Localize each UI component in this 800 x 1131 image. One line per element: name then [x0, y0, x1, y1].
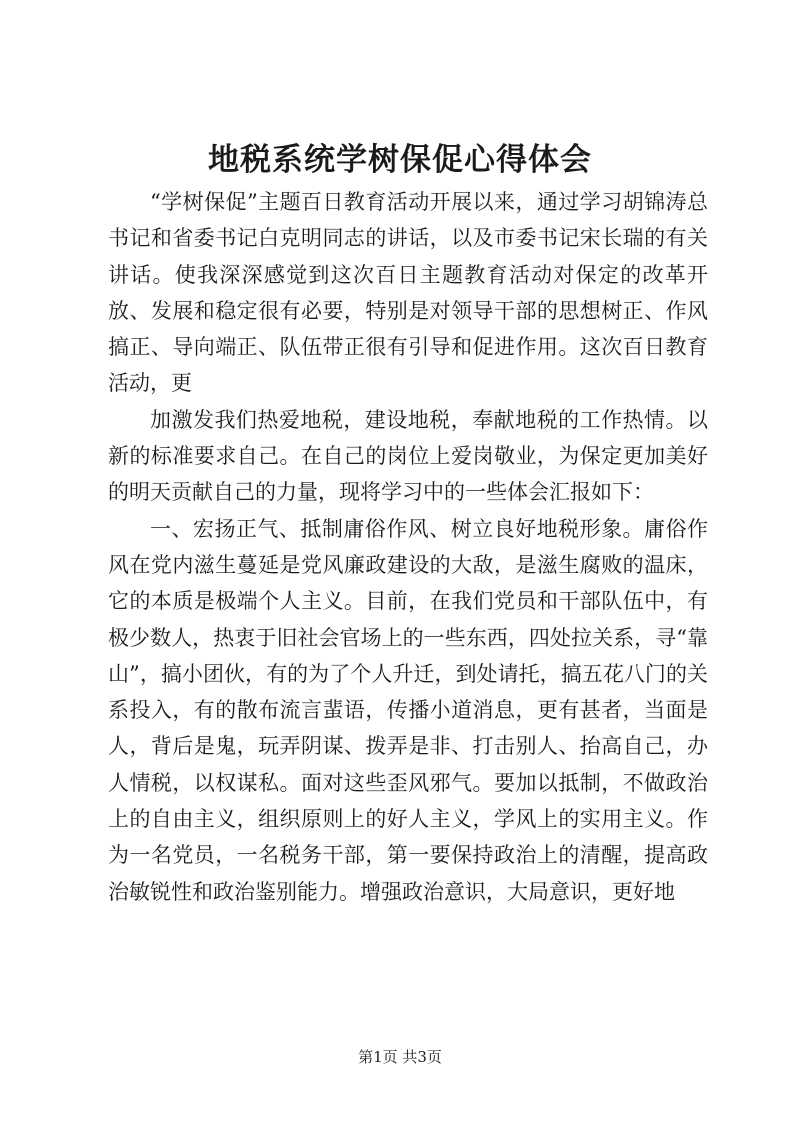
page-number-footer: 第1页 共3页 [358, 1048, 442, 1066]
document-title: 地税系统学树保促心得体会 [208, 142, 592, 178]
paragraph-2: 加激发我们热爱地税，建设地税，奉献地税的工作热情。以新的标准要求自己。在自己的岗位上爱岗敬业，为保定更加美好的明天贡献自己的力量，现将学习中的一些体会汇报如下： [108, 407, 708, 505]
document-body [108, 184, 708, 910]
paragraph-1: “学树保促”主题百日教育活动开展以来，通过学习胡锦涛总书记和省委书记白克明同志的讲话，以及市委书记宋长瑞的有关讲话。使我深深感觉到这次百日主题教育活动对保定的改革开放、发展和稳定很有必要，特别是对领导干部的思想树正、作风搞正、导向端正、队伍带正很有引导和促进作用。这次百日教育活动，更 [108, 190, 708, 396]
paragraph-3: 一、宏扬正气、抵制庸俗作风、树立良好地税形象。庸俗作风在党内滋生蔓延是党风廉政建设的大敌，是滋生腐败的温床，它的本质是极端个人主义。目前，在我们党员和干部队伍中，有极少数人，热衷于旧社会官场上的一些东西，四处拉关系，寻“靠山”，搞小团伙，有的为了个人升迁，到处请托，搞五花八门的关系投入，有的散布流言蜚语，传播小道消息，更有甚者，当面是人，背后是鬼，玩弄阴谋、拨弄是非、打击别人、抬高自己，办人情税，以权谋私。面对这些歪风邪气。要加以抵制，不做政治上的自由主义，组织原则上的好人主义，学风上的实用主义。作为一名党员，一名税务干部，第一要保持政治上的清醒，提高政治敏锐性和政治鉴别能力。增强政治意识，大局意识，更好地 [108, 516, 708, 904]
